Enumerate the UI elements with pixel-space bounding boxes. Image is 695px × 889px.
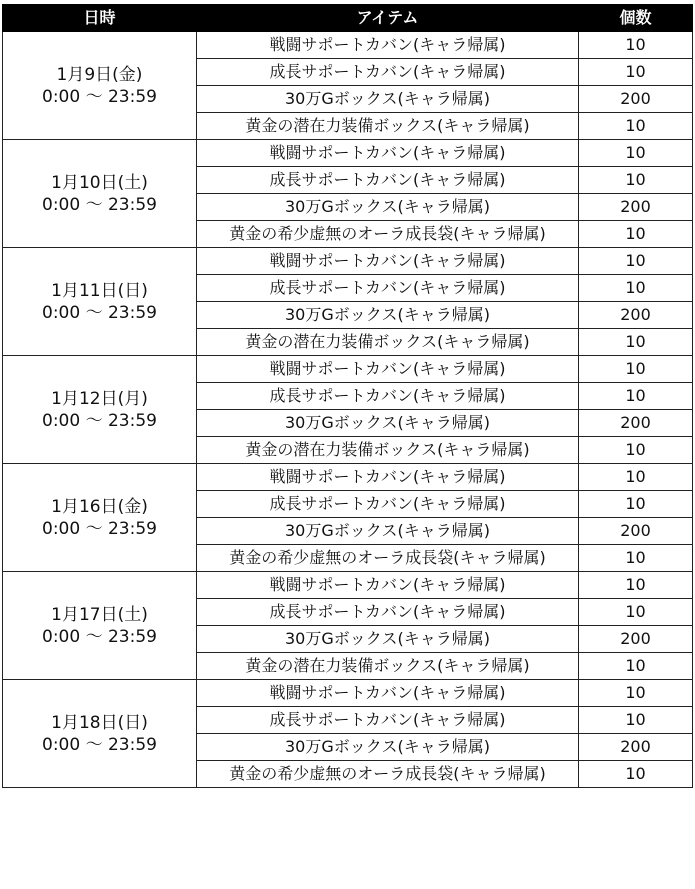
- item-qty: 10: [579, 545, 693, 572]
- item-qty: 10: [579, 329, 693, 356]
- date-label: 1月9日(金): [56, 64, 143, 85]
- item-qty: 10: [579, 32, 693, 59]
- item-name: 戦闘サポートカバン(キャラ帰属): [197, 572, 579, 599]
- item-name: 30万Gボックス(キャラ帰属): [197, 626, 579, 653]
- item-name: 黄金の希少虚無のオーラ成長袋(キャラ帰属): [197, 545, 579, 572]
- item-name: 戦闘サポートカバン(キャラ帰属): [197, 32, 579, 59]
- item-name: 成長サポートカバン(キャラ帰属): [197, 383, 579, 410]
- item-qty: 10: [579, 572, 693, 599]
- item-name: 成長サポートカバン(キャラ帰属): [197, 275, 579, 302]
- item-name: 成長サポートカバン(キャラ帰属): [197, 491, 579, 518]
- item-qty: 10: [579, 248, 693, 275]
- header-row: [3, 5, 693, 32]
- header-date: 日時: [3, 5, 197, 32]
- time-range: 0:00 ～ 23:59: [42, 518, 157, 539]
- time-range: 0:00 ～ 23:59: [42, 410, 157, 431]
- date-cell: [3, 140, 197, 248]
- table-row: [3, 32, 693, 59]
- item-name: 30万Gボックス(キャラ帰属): [197, 194, 579, 221]
- date-cell: [3, 356, 197, 464]
- item-qty: 200: [579, 734, 693, 761]
- item-name: 戦闘サポートカバン(キャラ帰属): [197, 140, 579, 167]
- item-name: 30万Gボックス(キャラ帰属): [197, 302, 579, 329]
- item-name: 成長サポートカバン(キャラ帰属): [197, 59, 579, 86]
- item-name: 戦闘サポートカバン(キャラ帰属): [197, 680, 579, 707]
- time-range: 0:00 ～ 23:59: [42, 302, 157, 323]
- item-qty: 10: [579, 653, 693, 680]
- item-qty: 10: [579, 707, 693, 734]
- item-qty: 10: [579, 680, 693, 707]
- item-qty: 10: [579, 140, 693, 167]
- item-qty: 10: [579, 113, 693, 140]
- schedule-body: [3, 32, 693, 788]
- item-qty: 10: [579, 59, 693, 86]
- table-row: [3, 572, 693, 599]
- item-qty: 10: [579, 491, 693, 518]
- item-name: 30万Gボックス(キャラ帰属): [197, 410, 579, 437]
- item-name: 黄金の潜在力装備ボックス(キャラ帰属): [197, 113, 579, 140]
- table-row: [3, 356, 693, 383]
- item-qty: 200: [579, 410, 693, 437]
- item-qty: 200: [579, 194, 693, 221]
- date-label: 1月16日(金): [51, 496, 148, 517]
- item-name: 成長サポートカバン(キャラ帰属): [197, 167, 579, 194]
- table-row: [3, 140, 693, 167]
- item-name: 戦闘サポートカバン(キャラ帰属): [197, 248, 579, 275]
- item-name: 戦闘サポートカバン(キャラ帰属): [197, 356, 579, 383]
- date-label: 1月11日(日): [51, 280, 148, 301]
- item-name: 黄金の希少虚無のオーラ成長袋(キャラ帰属): [197, 761, 579, 788]
- item-qty: 10: [579, 464, 693, 491]
- item-qty: 200: [579, 518, 693, 545]
- date-cell: [3, 464, 197, 572]
- time-range: 0:00 ～ 23:59: [42, 734, 157, 755]
- item-qty: 10: [579, 356, 693, 383]
- item-qty: 200: [579, 302, 693, 329]
- time-range: 0:00 ～ 23:59: [42, 194, 157, 215]
- item-name: 成長サポートカバン(キャラ帰属): [197, 707, 579, 734]
- date-cell: [3, 572, 197, 680]
- date-label: 1月12日(月): [51, 388, 148, 409]
- item-name: 黄金の潜在力装備ボックス(キャラ帰属): [197, 653, 579, 680]
- item-qty: 10: [579, 221, 693, 248]
- date-cell: [3, 32, 197, 140]
- time-range: 0:00 ～ 23:59: [42, 86, 157, 107]
- item-qty: 10: [579, 275, 693, 302]
- item-name: 30万Gボックス(キャラ帰属): [197, 86, 579, 113]
- item-name: 30万Gボックス(キャラ帰属): [197, 734, 579, 761]
- item-qty: 10: [579, 167, 693, 194]
- item-name: 黄金の希少虚無のオーラ成長袋(キャラ帰属): [197, 221, 579, 248]
- item-name: 戦闘サポートカバン(キャラ帰属): [197, 464, 579, 491]
- item-qty: 10: [579, 383, 693, 410]
- item-qty: 200: [579, 626, 693, 653]
- table-row: [3, 248, 693, 275]
- date-cell: [3, 248, 197, 356]
- item-name: 黄金の潜在力装備ボックス(キャラ帰属): [197, 329, 579, 356]
- item-name: 30万Gボックス(キャラ帰属): [197, 518, 579, 545]
- header-item: アイテム: [197, 5, 579, 32]
- table-row: [3, 680, 693, 707]
- date-cell: [3, 680, 197, 788]
- item-qty: 10: [579, 437, 693, 464]
- table-row: [3, 464, 693, 491]
- time-range: 0:00 ～ 23:59: [42, 626, 157, 647]
- date-label: 1月18日(日): [51, 712, 148, 733]
- date-label: 1月17日(土): [51, 604, 148, 625]
- item-name: 黄金の潜在力装備ボックス(キャラ帰属): [197, 437, 579, 464]
- item-name: 成長サポートカバン(キャラ帰属): [197, 599, 579, 626]
- schedule-table: [2, 4, 693, 788]
- item-qty: 10: [579, 761, 693, 788]
- date-label: 1月10日(土): [51, 172, 148, 193]
- item-qty: 10: [579, 599, 693, 626]
- header-qty: 個数: [579, 5, 693, 32]
- item-qty: 200: [579, 86, 693, 113]
